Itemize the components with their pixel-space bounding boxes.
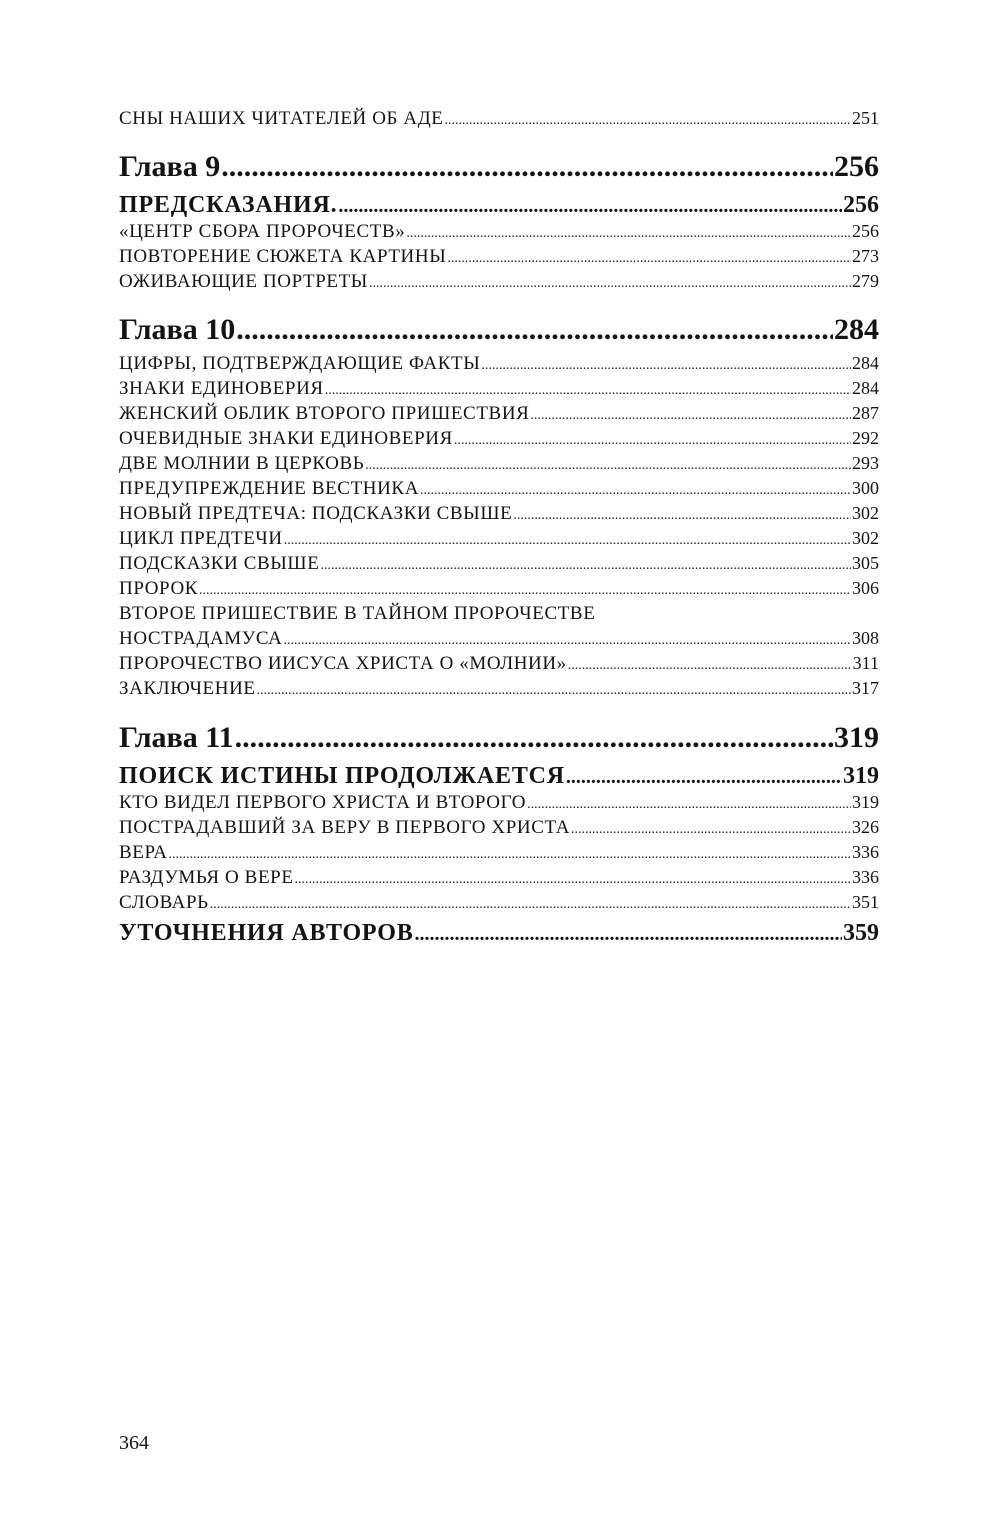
- dot-leader: [530, 401, 851, 428]
- dot-leader: [420, 476, 851, 503]
- toc-entry-page: 326: [852, 817, 879, 837]
- toc-entry: [119, 676, 879, 701]
- dot-leader: [445, 106, 852, 133]
- dot-leader: [369, 269, 851, 296]
- toc-entry-title: КТО ВИДЕЛ ПЕРВОГО ХРИСТА И ВТОРОГО: [119, 792, 527, 813]
- toc-entry-title: ЦИФРЫ, ПОДТВЕРЖДАЮЩИЕ ФАКТЫ: [119, 353, 481, 374]
- dot-leader: [169, 840, 851, 867]
- toc-entry: [119, 815, 879, 840]
- dot-leader: [454, 426, 851, 453]
- toc-entry: [119, 526, 879, 551]
- toc-chapter-title: Глава 11: [119, 721, 234, 754]
- toc-entry-title: ОЧЕВИДНЫЕ ЗНАКИ ЕДИНОВЕРИЯ: [119, 428, 453, 449]
- dot-leader: [481, 351, 851, 378]
- dot-leader: [325, 376, 851, 403]
- toc-entry-title: ПОСТРАДАВШИЙ ЗА ВЕРУ В ПЕРВОГО ХРИСТА: [119, 817, 571, 838]
- toc-entry-page: 336: [852, 867, 879, 887]
- toc-entry-title: НОВЫЙ ПРЕДТЕЧА: ПОДСКАЗКИ СВЫШЕ: [119, 503, 513, 524]
- toc-section-heading: [119, 761, 879, 791]
- dot-leader: [295, 865, 851, 892]
- toc-entry: [119, 576, 879, 601]
- dot-leader: [406, 219, 851, 246]
- dot-leader: [235, 720, 833, 756]
- dot-leader: [571, 815, 851, 842]
- toc-entry-page: 305: [852, 553, 879, 573]
- toc-entry-title: ЗНАКИ ЕДИНОВЕРИЯ: [119, 378, 324, 399]
- dot-leader: [568, 651, 852, 678]
- toc-chapter-title: Глава 10: [119, 313, 236, 346]
- toc-entry-page: 336: [852, 842, 879, 862]
- toc-entry: [119, 840, 879, 865]
- toc-entry-title: ПРОРОК: [119, 578, 199, 599]
- toc-entry-page: 306: [852, 578, 879, 598]
- toc-entry-page: 319: [852, 792, 879, 812]
- toc-entry: [119, 890, 879, 915]
- toc-section-title: ПОИСК ИСТИНЫ ПРОДОЛЖАЕТСЯ: [119, 763, 565, 789]
- toc-entry-page: 302: [852, 503, 879, 523]
- dot-leader: [257, 676, 851, 703]
- toc-entry-title: ДВЕ МОЛНИИ В ЦЕРКОВЬ: [119, 453, 365, 474]
- toc-entry-page: 292: [852, 428, 879, 448]
- toc-entry-title: ПОДСКАЗКИ СВЫШЕ: [119, 553, 320, 574]
- toc-entry-page: 273: [852, 246, 879, 266]
- toc-entry: [119, 501, 879, 526]
- dot-leader: [210, 890, 851, 917]
- toc-entry-title: НОСТРАДАМУСА: [119, 628, 283, 649]
- toc-entry: [119, 865, 879, 890]
- toc-section-page: 359: [843, 920, 879, 946]
- toc-chapter-title: Глава 9: [119, 150, 221, 183]
- dot-leader: [527, 790, 851, 817]
- toc-chapter-heading: [119, 720, 879, 756]
- toc-entry-page: 284: [852, 353, 879, 373]
- toc-entry: [119, 269, 879, 294]
- dot-leader: [365, 451, 851, 478]
- toc-entry: [119, 106, 879, 131]
- toc-entry: [119, 244, 879, 269]
- toc-section-heading: [119, 190, 879, 220]
- toc-entry: [119, 626, 879, 651]
- toc-entry-title: ЗАКЛЮЧЕНИЕ: [119, 678, 256, 699]
- toc-entry-page: 293: [852, 453, 879, 473]
- dot-leader: [513, 501, 851, 528]
- toc-chapter-heading: [119, 149, 879, 185]
- toc-entry: [119, 401, 879, 426]
- toc-section-page: 256: [843, 192, 879, 218]
- toc-chapter-page: 284: [834, 313, 879, 346]
- toc-section-title: ПРЕДСКАЗАНИЯ.: [119, 192, 338, 218]
- toc-section-heading: [119, 918, 879, 948]
- toc-entry-title: ПОВТОРЕНИЕ СЮЖЕТА КАРТИНЫ: [119, 246, 447, 267]
- dot-leader: [199, 576, 851, 603]
- dot-leader: [221, 149, 833, 185]
- toc-entry-page: 284: [852, 378, 879, 398]
- page-number: 364: [119, 1432, 149, 1454]
- toc-section-title: УТОЧНЕНИЯ АВТОРОВ: [119, 920, 414, 946]
- toc-entry-line: [119, 601, 879, 626]
- toc-chapter-page: 319: [834, 721, 879, 754]
- dot-leader: [320, 551, 851, 578]
- toc-entry-page: 308: [852, 628, 879, 648]
- toc-entry-page: 317: [852, 678, 879, 698]
- toc-section-page: 319: [843, 763, 879, 789]
- toc-entry: [119, 551, 879, 576]
- toc-entry-page: 279: [852, 271, 879, 291]
- toc-entry: [119, 476, 879, 501]
- toc-entry-title: ЖЕНСКИЙ ОБЛИК ВТОРОГО ПРИШЕСТВИЯ: [119, 403, 530, 424]
- dot-leader: [447, 244, 851, 271]
- toc-entry-title: ЦИКЛ ПРЕДТЕЧИ: [119, 528, 283, 549]
- toc-entry-title: «ЦЕНТР СБОРА ПРОРОЧЕСТВ»: [119, 221, 406, 242]
- toc-entry-title: ПРЕДУПРЕЖДЕНИЕ ВЕСТНИКА: [119, 478, 420, 499]
- dot-leader: [236, 312, 833, 348]
- dot-leader: [284, 626, 852, 653]
- toc-entry-page: 351: [852, 892, 879, 912]
- toc-entry: [119, 651, 879, 676]
- dot-leader: [338, 190, 842, 221]
- dot-leader: [415, 918, 842, 949]
- toc-entry-page: 251: [852, 108, 879, 128]
- toc-entry-title: ПРОРОЧЕСТВО ИИСУСА ХРИСТА О «МОЛНИИ»: [119, 653, 567, 674]
- toc-entry: [119, 451, 879, 476]
- toc-entry-title: ВТОРОЕ ПРИШЕСТВИЕ В ТАЙНОМ ПРОРОЧЕСТВЕ: [119, 603, 596, 624]
- toc-chapter-heading: [119, 312, 879, 348]
- toc-entry: [119, 376, 879, 401]
- toc-entry: [119, 351, 879, 376]
- toc-entry: [119, 426, 879, 451]
- toc-entry-title: СНЫ НАШИХ ЧИТАТЕЛЕЙ ОБ АДЕ: [119, 108, 444, 129]
- toc-chapter-page: 256: [834, 150, 879, 183]
- toc-entry-page: 302: [852, 528, 879, 548]
- toc-entry-title: РАЗДУМЬЯ О ВЕРЕ: [119, 867, 294, 888]
- dot-leader: [284, 526, 851, 553]
- toc-entry-page: 311: [852, 653, 879, 673]
- toc-entry-page: 256: [852, 221, 879, 241]
- toc-entry-title: ОЖИВАЮЩИЕ ПОРТРЕТЫ: [119, 271, 368, 292]
- toc-entry: [119, 790, 879, 815]
- toc-entry-title: ВЕРА: [119, 842, 168, 863]
- dot-leader: [566, 761, 842, 792]
- toc-entry-page: 300: [852, 478, 879, 498]
- toc-entry: [119, 219, 879, 244]
- toc-entry-title: СЛОВАРЬ: [119, 892, 209, 913]
- toc-entry-page: 287: [852, 403, 879, 423]
